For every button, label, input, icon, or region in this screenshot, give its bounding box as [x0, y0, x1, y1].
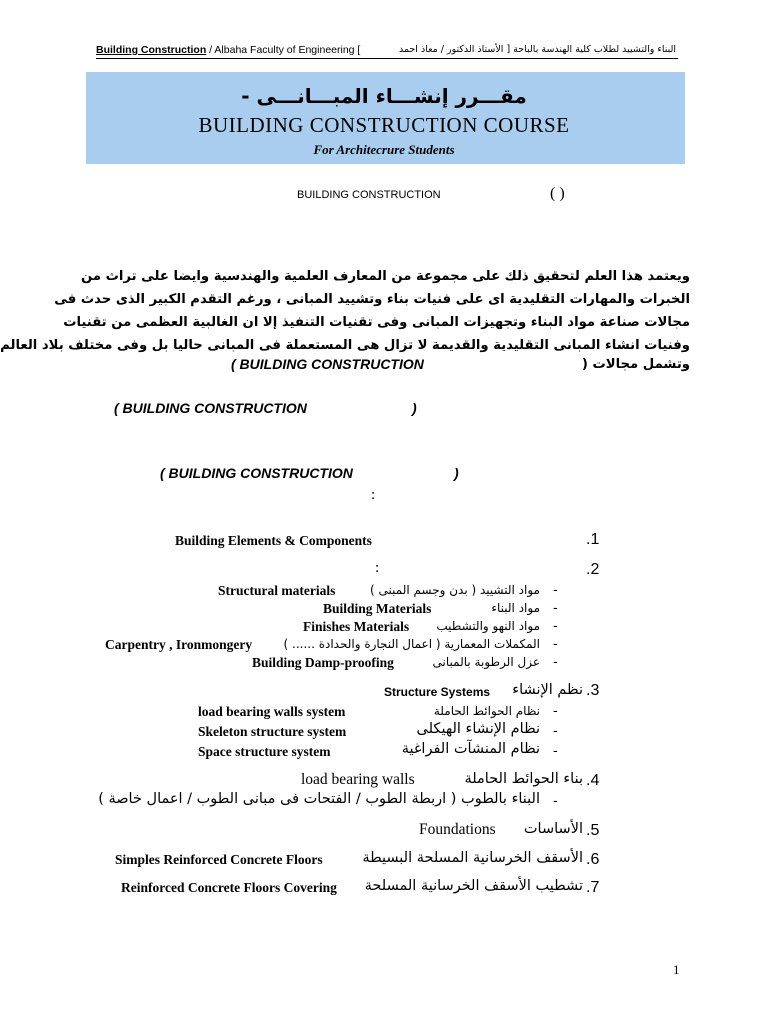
item-2-sub-3-english: Finishes Materials: [303, 619, 410, 634]
item-2-sub-3-dash: -: [553, 617, 558, 633]
bc-line-2-colon: :: [371, 487, 376, 503]
header-course-title: Building Construction: [96, 44, 207, 56]
item-3-sub-3-dash: -: [553, 742, 558, 758]
item-6-arabic: الأسقف الخرسانية المسلحة البسيطة: [362, 850, 583, 866]
item-2-sub-1-english: Structural materials: [218, 583, 336, 598]
header-faculty: / Albaha Faculty of Engineering [: [206, 44, 361, 56]
item-3-sub-2-english: Skeleton structure system: [198, 724, 347, 739]
bc-line-2: ( BUILDING CONSTRUCTION: [160, 465, 353, 481]
item-2-number: .2: [586, 561, 600, 578]
paragraph-last-arabic: وتشمل مجالات (: [581, 357, 690, 372]
paragraph-line-3: مجالات صناعة مواد البناء وتجهيزات المبانى وفى تقنيات التنفيذ إلا ان الغالبية العظمى من تقنيات: [63, 315, 690, 330]
item-1-english: Building Elements & Components: [175, 533, 372, 548]
item-4-sub: البناء بالطوب ( اربطة الطوب / الفتحات فى مبانى الطوب / اعمال خاصة ): [98, 791, 540, 807]
item-2-sub-5-dash: -: [553, 653, 558, 669]
item-3-sub-2-dash: -: [553, 722, 558, 738]
item-3-english: Structure Systems: [384, 685, 491, 699]
item-3-sub-1-arabic: نظام الحوائط الحاملة: [433, 704, 540, 718]
item-2-sub-4-arabic: المكملات المعمارية ( اعمال النجارة والحدادة ...... ): [283, 637, 540, 651]
bc-line-1-close: ): [412, 400, 417, 416]
intro-building-construction: BUILDING CONSTRUCTION: [297, 189, 441, 201]
page-number: 1: [673, 962, 680, 977]
item-7-arabic: تشطيب الأسقف الخرسانية المسلحة: [364, 878, 583, 894]
bc-line-2-close: ): [454, 465, 459, 481]
banner-subtitle: For Architecrure Students: [313, 142, 455, 157]
item-3-sub-3-english: Space structure system: [198, 744, 331, 759]
bc-line-1: ( BUILDING CONSTRUCTION: [114, 400, 307, 416]
item-6-english: Simples Reinforced Concrete Floors: [115, 852, 323, 867]
item-5-number: .5: [586, 822, 600, 839]
item-2-sub-2-dash: -: [553, 599, 558, 615]
item-4-number: .4: [586, 772, 600, 789]
item-1-number: .1: [586, 531, 600, 548]
paragraph-last-english: ( BUILDING CONSTRUCTION: [231, 356, 424, 372]
running-header: [96, 44, 678, 59]
item-2-sub-4-dash: -: [553, 635, 558, 651]
item-2-colon: :: [375, 560, 380, 576]
item-2-sub-2-arabic: مواد البناء: [491, 601, 540, 615]
item-4-english: load bearing walls: [301, 771, 415, 788]
item-2-sub-4-english: Carpentry , Ironmongery: [105, 637, 253, 652]
paragraph-line-4: وفنيات انشاء المبانى التقليدية والقديمة لا تزال هى المستعملة فى المبانى حاليا بل وفى مختلف بلاد العالم: [0, 338, 690, 353]
banner-english-title: BUILDING CONSTRUCTION COURSE: [198, 113, 570, 137]
item-5-arabic: الأساسات: [523, 821, 583, 837]
item-7-number: .7: [586, 879, 600, 896]
paragraph-line-1: ويعتمد هذا العلم لتحقيق ذلك على مجموعة من المعارف العلمية والهندسية وايضا على تراث من: [81, 269, 690, 284]
item-7-english: Reinforced Concrete Floors Covering: [121, 880, 337, 895]
item-2-sub-1-arabic: مواد التشييد ( بدن وجسم المبنى ): [370, 583, 540, 597]
item-2-sub-5-arabic: عزل الرطوبة بالمبانى: [432, 655, 540, 669]
item-3-arabic: نظم الإنشاء: [512, 682, 583, 698]
item-3-sub-3-arabic: نظام المنشآت الفراغية: [401, 741, 540, 757]
item-3-sub-1-english: load bearing walls system: [198, 704, 346, 719]
item-6-number: .6: [586, 851, 600, 868]
item-3-number: .3: [586, 682, 600, 699]
item-2-sub-2-english: Building Materials: [323, 601, 432, 616]
header-arabic: البناء والتشييد لطلاب كلية الهندسة بالباحة [ الأستاذ الدكتور / معاذ احمد: [398, 44, 676, 55]
paragraph-line-2: الخبرات والمهارات التقليدية اى على فنيات بناء وتشييد المبانى ، ورغم التقدم الكبير الذى حدث فى: [54, 292, 690, 307]
item-3-sub-1-dash: -: [553, 702, 558, 718]
item-4-sub-dash: -: [553, 792, 558, 808]
item-5-english: Foundations: [419, 821, 496, 838]
item-3-sub-2-arabic: نظام الإنشاء الهيكلى: [416, 721, 540, 737]
item-2-sub-1-dash: -: [553, 581, 558, 597]
item-4-arabic: بناء الحوائط الحاملة: [464, 771, 583, 787]
item-2-sub-3-arabic: مواد النهو والتشطيب: [436, 619, 540, 633]
item-2-sub-5-english: Building Damp-proofing: [252, 655, 394, 670]
banner-arabic-title: مقـــرر إنشـــاء المبـــانـــى -: [241, 84, 527, 108]
intro-parens: ( ): [550, 185, 565, 202]
